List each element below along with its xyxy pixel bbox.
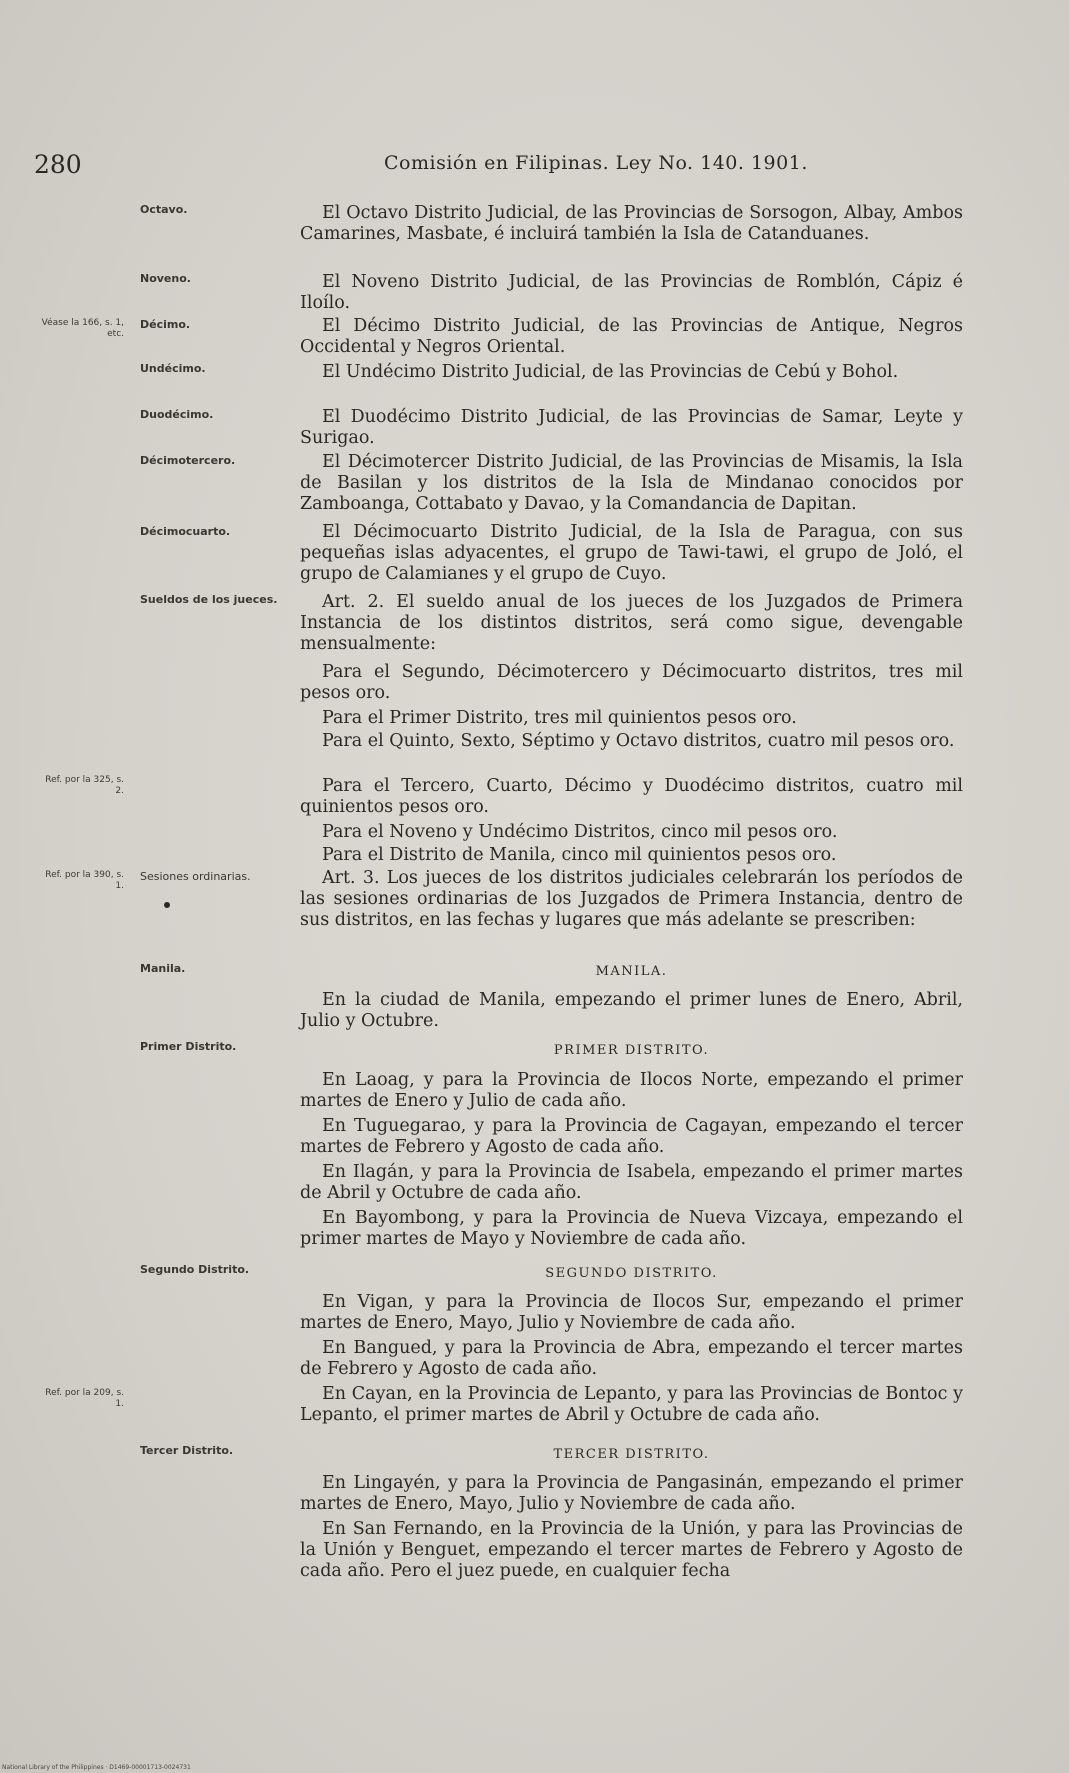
sidenote-segundo-distrito: Segundo Distrito.: [140, 1263, 250, 1276]
paragraph-decimocuarto: El Décimocuarto Distrito Judicial, de la Isla de Paragua, con sus pequeñas islas adyacentes, el grupo de Tawi-tawi, el grupo de Joló, el grupo de Calamianes y el grupo de Cuyo.: [300, 522, 963, 584]
sidenote-tercer-distrito: Tercer Distrito.: [140, 1444, 234, 1457]
paragraph-sueldo-2: Para el Primer Distrito, tres mil quinientos pesos oro.: [322, 708, 797, 728]
refnote-vease: Véase la 166, s. 1, etc.: [41, 318, 124, 339]
paragraph-art2: Art. 2. El sueldo anual de los jueces de los Juzgados de Primera Instancia de los distintos distritos, será como sigue, devengable mensualmente:: [300, 592, 963, 654]
refnote-325: Ref. por la 325, s. 2.: [45, 775, 124, 796]
page-header: [34, 150, 959, 180]
paragraph-bayombong: En Bayombong, y para la Provincia de Nueva Vizcaya, empezando el primer martes de Mayo y Noviembre de cada año.: [300, 1208, 963, 1249]
paragraph-sueldo-6: Para el Distrito de Manila, cinco mil quinientos pesos oro.: [322, 845, 837, 865]
section-head-segundo: SEGUNDO DISTRITO.: [545, 1266, 718, 1281]
sidenote-sesiones: Sesiones ordinarias.: [140, 870, 251, 883]
paragraph-cayan: En Cayan, en la Provincia de Lepanto, y para las Provincias de Bontoc y Lepanto, el primer martes de Abril y Octubre de cada año.: [300, 1384, 963, 1425]
sidenote-decimotercero: Décimotercero.: [140, 454, 236, 467]
paragraph-duodecimo: El Duodécimo Distrito Judicial, de las Provincias de Samar, Leyte y Surigao.: [300, 407, 963, 448]
running-head: Comisión en Filipinas. Ley No. 140. 1901.: [384, 152, 808, 174]
sidenote-primer-distrito: Primer Distrito.: [140, 1040, 237, 1053]
paragraph-laoag: En Laoag, y para la Provincia de Ilocos Norte, empezando el primer martes de Enero y Julio de cada año.: [300, 1070, 963, 1111]
sidenote-duodecimo: Duodécimo.: [140, 408, 214, 421]
scan-footer: National Library of the Philippines · D1469-00001713-0024731: [2, 1764, 191, 1771]
refnote-209: Ref. por la 209, s. 1.: [45, 1388, 124, 1409]
paragraph-ilagan: En Ilagán, y para la Provincia de Isabela, empezando el primer martes de Abril y Octubre de cada año.: [300, 1162, 963, 1203]
paragraph-lingayen: En Lingayén, y para la Provincia de Pangasinán, empezando el primer martes de Enero, Mayo, Julio y Noviembre de cada año.: [300, 1473, 963, 1514]
paragraph-manila: En la ciudad de Manila, empezando el primer lunes de Enero, Abril, Julio y Octubre.: [300, 990, 963, 1031]
section-head-tercer: TERCER DISTRITO.: [553, 1447, 710, 1462]
sidenote-undecimo: Undécimo.: [140, 362, 206, 375]
sidenote-decimocuarto: Décimocuarto.: [140, 525, 231, 538]
paragraph-sueldo-4: Para el Tercero, Cuarto, Décimo y Duodécimo distritos, cuatro mil quinientos pesos oro.: [300, 776, 963, 817]
sidenote-sueldos: Sueldos de los jueces.: [140, 593, 278, 606]
paragraph-decimotercero: El Décimotercer Distrito Judicial, de las Provincias de Misamis, la Isla de Basilan y los distritos de la Isla de Mindanao conocidos por Zamboanga, Cottabato y Davao, y la Comandancia de Dapitan.: [300, 452, 963, 514]
paragraph-undecimo: El Undécimo Distrito Judicial, de las Provincias de Cebú y Bohol.: [322, 362, 899, 382]
refnote-390: Ref. por la 390, s. 1.: [45, 870, 124, 891]
paragraph-noveno: El Noveno Distrito Judicial, de las Provincias de Romblón, Cápiz é Iloílo.: [300, 272, 963, 313]
paragraph-sueldo-5: Para el Noveno y Undécimo Distritos, cinco mil pesos oro.: [322, 822, 838, 842]
paragraph-octavo: El Octavo Distrito Judicial, de las Provincias de Sorsogon, Albay, Ambos Camarines, Masbate, é incluirá también la Isla de Catanduanes.: [300, 203, 963, 244]
margin-mark: [164, 902, 170, 908]
paragraph-sueldo-1: Para el Segundo, Décimotercero y Décimocuarto distritos, tres mil pesos oro.: [300, 662, 963, 703]
paragraph-art3: Art. 3. Los jueces de los distritos judiciales celebrarán los períodos de las sesiones ordinarias de los Juzgados de Primera Instancia, dentro de sus distritos, en las fechas y lugares que más adelante se prescriben:: [300, 868, 963, 930]
paragraph-sueldo-3: Para el Quinto, Sexto, Séptimo y Octavo distritos, cuatro mil pesos oro.: [322, 731, 955, 751]
sidenote-manila: Manila.: [140, 962, 186, 975]
paragraph-san-fernando: En San Fernando, en la Provincia de la Unión, y para las Provincias de la Unión y Benguet, empezando el tercer martes de Febrero y Agosto de cada año. Pero el juez puede, en cualquier fecha: [300, 1519, 963, 1581]
section-head-primer: PRIMER DISTRITO.: [553, 1043, 710, 1058]
section-head-manila: MANILA.: [595, 964, 668, 979]
page-number: 280: [34, 150, 82, 179]
paragraph-vigan: En Vigan, y para la Provincia de Ilocos Sur, empezando el primer martes de Enero, Mayo, Julio y Noviembre de cada año.: [300, 1292, 963, 1333]
sidenote-noveno: Noveno.: [140, 272, 191, 285]
sidenote-octavo: Octavo.: [140, 203, 188, 216]
paragraph-decimo: El Décimo Distrito Judicial, de las Provincias de Antique, Negros Occidental y Negros Oriental.: [300, 316, 963, 357]
paragraph-tuguegarao: En Tuguegarao, y para la Provincia de Cagayan, empezando el tercer martes de Febrero y Agosto de cada año.: [300, 1116, 963, 1157]
sidenote-decimo: Décimo.: [140, 318, 191, 331]
paragraph-bangued: En Bangued, y para la Provincia de Abra, empezando el tercer martes de Febrero y Agosto de cada año.: [300, 1338, 963, 1379]
